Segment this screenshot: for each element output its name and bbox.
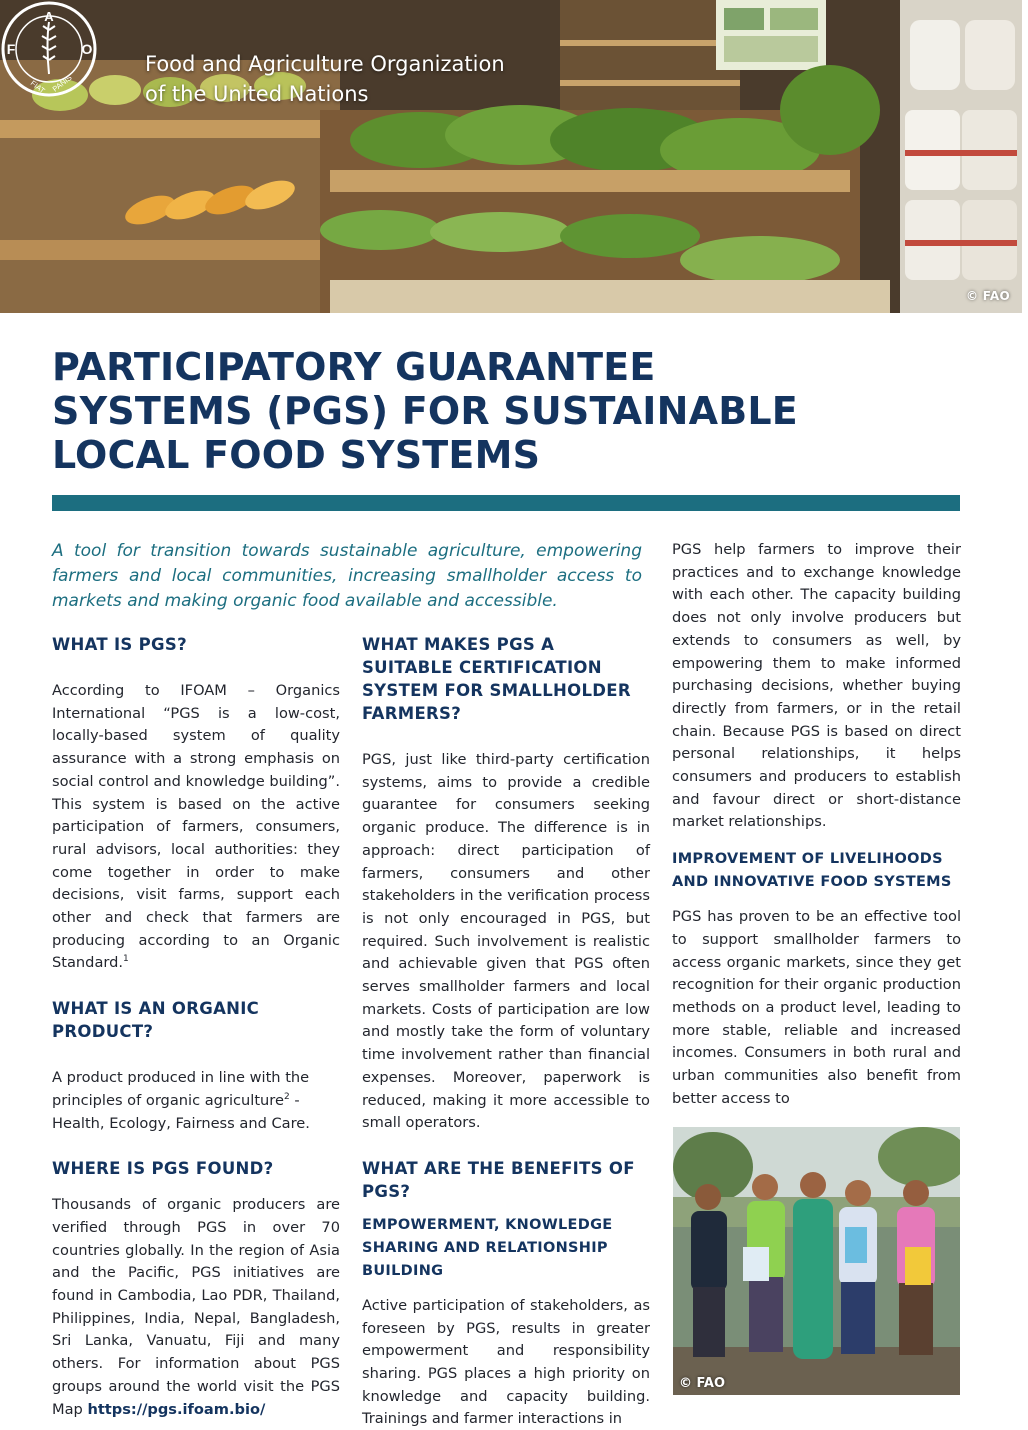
title-line-3: LOCAL FOOD SYSTEMS	[52, 433, 541, 477]
paragraph-suitable-certification: PGS, just like third-party certification systems, aims to provide a credible guarantee for consumers seeking organic produce. The difference is in approach: direct participation of farmers, consumers and other stakeholders in the verification process is not only encouraged in PGS, but required. Such involvement is realistic and achievable given that PGS often serves smallholder farmers and local markets. Costs of participation are low and mostly take the form of voluntary time involvement rather than financial expenses. Moreover, paperwork is reduced, making it more accessible to small operators.	[362, 751, 650, 1132]
where-is-pgs-text: Thousands of organic producers are verified through PGS in over 70 countries globally. In the region of Asia and the Pacific, PGS initiatives are found in Cambodia, Lao PDR, Thailand, Philippines, India, Nepal, Bangladesh, Sri Lanka, Vanuatu, Fiji and many others. For information about PGS groups around the world visit the PGS Map	[52, 1196, 340, 1418]
organic-product-text-end: - Health, Ecology, Fairness and Care.	[52, 1091, 310, 1132]
paragraph-capacity-building: PGS help farmers to improve their practices and to exchange knowledge with each other. The capacity building does not only involve producers but extends to consumers as well, by empowering them to make informed purchasing decisions, whether buying directly from farmers, or in the retail chain. Because PGS is based on direct personal relationships, it helps consumers and producers to establish and favour direct or short-distance market relationships.	[672, 541, 961, 831]
title-divider	[52, 495, 960, 511]
title-line-2: SYSTEMS (PGS) FOR SUSTAINABLE	[52, 389, 798, 433]
paragraph-livelihoods: PGS has proven to be an effective tool to support smallholder farmers to access organic markets, since they get recognition for their organic production methods on a product level, leading to more stable, reliable and increased incomes. Consumers in both rural and urban communities also benefit from better access to	[672, 908, 961, 1107]
what-is-pgs-text: According to IFOAM – Organics International “PGS is a low-cost, locally-based system of quality assurance with a strong emphasis on social control and knowledge building”. This system is based on the active participation of farmers, consumers, rural advisors, local authorities: they come together in order to make decisions, visit farms, support each other and check that farmers are producing according to an Organic Standard.	[52, 682, 340, 972]
org-name-line1: Food and Agriculture Organization	[145, 52, 505, 76]
market-shelves-illustration	[0, 0, 1022, 313]
farmers-illustration	[673, 1127, 960, 1395]
organic-product-text: A product produced in line with the principles of organic agriculture	[52, 1069, 310, 1109]
heading-organic-product: WHAT IS AN ORGANIC PRODUCT?	[52, 999, 260, 1042]
svg-text:O: O	[81, 41, 93, 57]
paragraph-where-is-pgs	[52, 1194, 340, 1421]
paragraph-empowerment: Active participation of stakeholders, as foreseen by PGS, results in greater empowerment and responsibility sharing. PGS places a high priority on knowledge and capacity building. Trainings and farmer interactions in	[362, 1296, 650, 1428]
hero-photo	[0, 0, 1022, 313]
fao-logo	[0, 0, 98, 98]
org-name	[145, 49, 505, 109]
subheading-empowerment: EMPOWERMENT, KNOWLEDGE SHARING AND RELATIONSHIP BUILDING	[362, 1216, 613, 1279]
column-3	[672, 539, 961, 1110]
paragraph-what-is-pgs	[52, 680, 340, 975]
farmers-group-photo	[673, 1127, 960, 1395]
heading-suitable-certification: WHAT MAKES PGS A SUITABLE CERTIFICATION SYSTEM FOR SMALLHOLDER FARMERS?	[362, 635, 631, 723]
subheading-livelihoods: IMPROVEMENT OF LIVELIHOODS AND INNOVATIVE FOOD SYSTEMS	[672, 851, 952, 891]
title-line-1: PARTICIPATORY GUARANTEE	[52, 345, 656, 389]
page-title	[52, 345, 952, 477]
svg-text:PANIS: PANIS	[50, 72, 74, 94]
pgs-map-link[interactable]: https://pgs.ifoam.bio/	[87, 1400, 266, 1418]
hero-photo-credit: © FAO	[966, 289, 1010, 303]
column-2	[362, 633, 650, 1430]
svg-text:A: A	[44, 9, 54, 24]
heading-benefits: WHAT ARE THE BENEFITS OF PGS?	[362, 1158, 635, 1201]
footnote-2: 2	[283, 1091, 290, 1102]
logo-letter-f: F	[6, 41, 16, 57]
column-1	[52, 633, 340, 1421]
paragraph-organic-product	[52, 1067, 340, 1135]
heading-what-is-pgs: WHAT IS PGS?	[52, 635, 187, 654]
intro-lead: A tool for transition towards sustainable agriculture, empowering farmers and local communities, increasing smallholder access to markets and making organic food available and accessible.	[52, 541, 642, 611]
heading-where-is-pgs: WHERE IS PGS FOUND?	[52, 1159, 274, 1179]
svg-text:FIAT: FIAT	[28, 78, 47, 96]
footnote-1: 1	[123, 954, 129, 965]
org-name-line2: of the United Nations	[145, 82, 369, 106]
group-photo-credit: © FAO	[679, 1376, 726, 1391]
